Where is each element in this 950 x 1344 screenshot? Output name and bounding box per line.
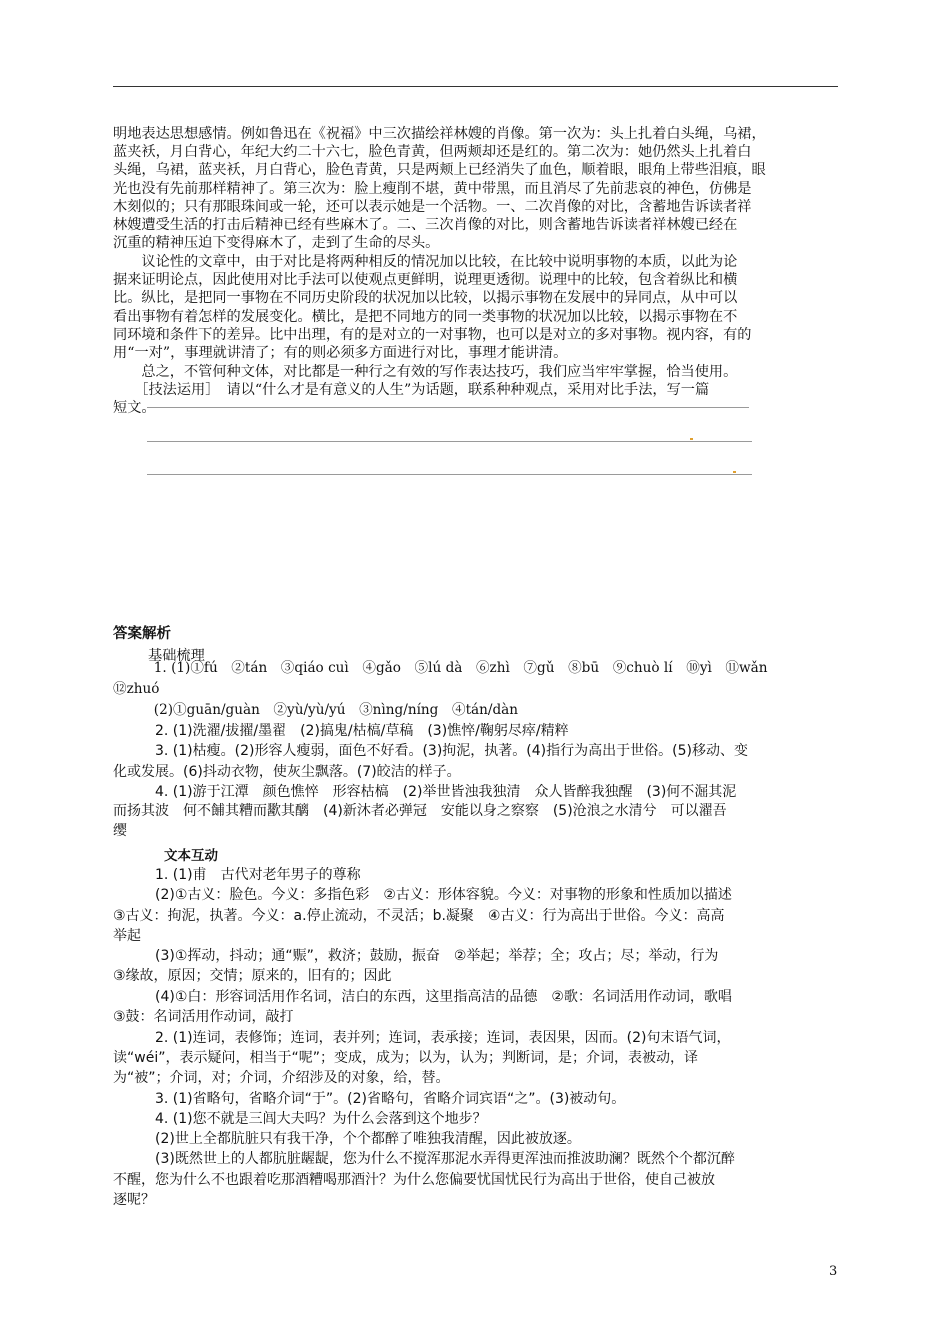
answer-line: 读“wéi”，表示疑问，相当于“呢”；变成，成为；以为，认为；判断词，是；介词，表被动，译: [113, 1050, 698, 1066]
answer-line: 3. (1)省略句，省略介词“于”。(2)省略句，省略介词宾语“之”。(3)被动句。: [113, 1091, 626, 1107]
answer-line: 逐呢？: [113, 1192, 155, 1208]
text-line: 同环境和条件下的差异。比中出理，有的是对立的一对事物，也可以是对立的多对事物。视内容，有的: [113, 326, 752, 343]
text-line: 看出事物有着怎样的发展变化。横比，是把不同地方的同一类事物的状况加以比较，以揭示事物在不: [113, 308, 738, 325]
answer-line: ③鼓：名词活用作动词，敲打: [113, 1009, 294, 1025]
answer-line: (4)①白：形容词活用作名词，洁白的东西，这里指高洁的品德 ②歌：名词活用作动词，歌唱: [113, 989, 732, 1005]
mark-dot: [733, 471, 736, 473]
answer-line: 1. (1)①fú ②tán ③qiáo cuì ④gǎo ⑤lú dà ⑥zhì ⑦gǔ ⑧bū ⑨chuò lí ⑩yì ⑪wǎn: [113, 660, 768, 676]
answer-line: 化或发展。(6)抖动衣物，使灰尘飘落。(7)皎洁的样子。: [113, 764, 461, 780]
text-line: 议论性的文章中，由于对比是将两种相反的情况加以比较，在比较中说明事物的本质，以此为论: [113, 254, 738, 270]
text-line: 比。纵比，是把同一事物在不同历史阶段的状况加以比较，以揭示事物在发展中的异同点，从中可以: [113, 290, 738, 307]
page-number: 3: [829, 1264, 838, 1279]
answer-line: (3)既然世上的人都肮脏龌龊，您为什么不搅浑那泥水弄得更浑浊而推波助澜？既然个个都沉醉: [113, 1151, 735, 1167]
text-line: 头绳，乌裙，蓝夹袄，月白背心，脸色青黄，只是两颊上已经消失了血色，顺着眼，眼角上带些泪痕，眼: [113, 162, 766, 179]
answer-section-title: 答案解析: [113, 626, 171, 642]
answer-line: 举起: [113, 928, 141, 944]
answer-line: 缨: [113, 823, 127, 839]
mark-dot: [690, 438, 693, 440]
answer-line: 而扬其波 何不餔其糟而歠其醨 (4)新沐者必弹冠 安能以身之察察 (5)沧浪之水清兮 可以濯吾: [113, 803, 727, 819]
answer-line: 不醒，您为什么不也跟着吃那酒糟喝那酒汁？为什么您偏要忧国忧民行为高出于世俗，使自己被放: [113, 1172, 715, 1188]
answer-line: 为“被”；介词，对；介词，介绍涉及的对象，给，替。: [113, 1070, 450, 1086]
writing-line[interactable]: [147, 407, 749, 408]
text-line: 蓝夹袄，月白背心，年纪大约二十六七，脸色青黄，但两颊却还是红的。第二次为：她仍然头上扎着白: [113, 144, 752, 161]
text-line: 光也没有先前那样精神了。第三次为：脸上瘦削不堪，黄中带黑，而且消尽了先前悲哀的神色，仿佛是: [113, 180, 752, 197]
answer-line: 1. (1)甫 古代对老年男子的尊称: [113, 867, 361, 883]
answer-line: ③古义：拘泥，执著。今义：a.停止流动，不灵活；b.凝聚 ④古义：行为高出于世俗。今义：高高: [113, 908, 725, 924]
text-line: 短文。: [113, 400, 156, 417]
answer-line: 3. (1)枯瘦。(2)形容人瘦弱，面色不好看。(3)拘泥，执著。(4)指行为高出于世俗。(5)移动、变: [113, 743, 748, 759]
text-line: 用“一对”，事理就讲清了；有的则必须多方面进行对比，事理才能讲清。: [113, 345, 568, 362]
answer-line: (2)世上全都肮脏只有我干净，个个都醉了唯独我清醒，因此被放逐。: [113, 1131, 581, 1147]
text-line: 林嫂遭受生活的打击后精神已经有些麻木了。二、三次肖像的对比，则含蓄地告诉读者祥林嫂已经在: [113, 217, 738, 234]
text-line: 沉重的精神压迫下变得麻木了，走到了生命的尽头。: [113, 235, 440, 252]
basic-review-heading: 基础梳理: [148, 648, 205, 664]
body-paragraph-3: [113, 363, 839, 418]
answer-line: 2. (1)连词，表修饰；连词，表并列；连词，表承接；连词，表因果，因而。(2)句末语气词，: [113, 1030, 731, 1046]
answer-line: (2)①guān/guàn ②yù/yù/yú ③nìng/níng ④tán/dàn: [113, 702, 519, 718]
header-rule: [113, 86, 838, 87]
answer-line: 2. (1)洗濯/拔擢/墨翟 (2)搞鬼/枯槁/草稿 (3)憔悴/鞠躬尽瘁/精粹: [113, 723, 569, 739]
body-paragraph-1: [113, 125, 839, 252]
body-paragraph-2: [113, 253, 839, 362]
text-line: 总之，不管何种文体，对比都是一种行之有效的写作表达技巧，我们应当牢牢掌握，恰当使用。: [113, 364, 738, 380]
answer-line: ⑫zhuó: [113, 681, 160, 697]
answer-line: (2)①古义：脸色。今义：多指色彩 ②古义：形体容貌。今义：对事物的形象和性质加以描述: [113, 887, 732, 903]
text-line: 明地表达思想感情。例如鲁迅在《祝福》中三次描绘祥林嫂的肖像。第一次为：头上扎着白头绳，乌裙，: [113, 126, 766, 142]
text-line: 据来证明论点，因此使用对比手法可以使观点更鲜明，说理更透彻。说理中的比较，包含着纵比和横: [113, 272, 738, 289]
text-line: 木刻似的；只有那眼珠间或一轮，还可以表示她是一个活物。一、二次肖像的对比，含蓄地告诉读者祥: [113, 198, 752, 215]
answer-line: (3)①挥动，抖动；通“赈”，救济；鼓励，振奋 ②举起；举荐；全；攻占；尽；举动，行为: [113, 948, 719, 964]
writing-line[interactable]: [147, 441, 752, 442]
text-line: ［技法运用］ 请以“什么才是有意义的人生”为话题，联系种种观点，采用对比手法，写一篇: [113, 382, 710, 399]
answer-line: 4. (1)游于江潭 颜色憔悴 形容枯槁 (2)举世皆浊我独清 众人皆醉我独醒 (3)何不淈其泥: [113, 784, 737, 800]
answer-line: ③缘故，原因；交情；原来的，旧有的；因此: [113, 968, 392, 984]
answer-line: 4. (1)您不就是三闾大夫吗？为什么会落到这个地步？: [113, 1111, 487, 1127]
text-interaction-heading: 文本互动: [164, 848, 218, 864]
writing-line[interactable]: [147, 474, 752, 475]
